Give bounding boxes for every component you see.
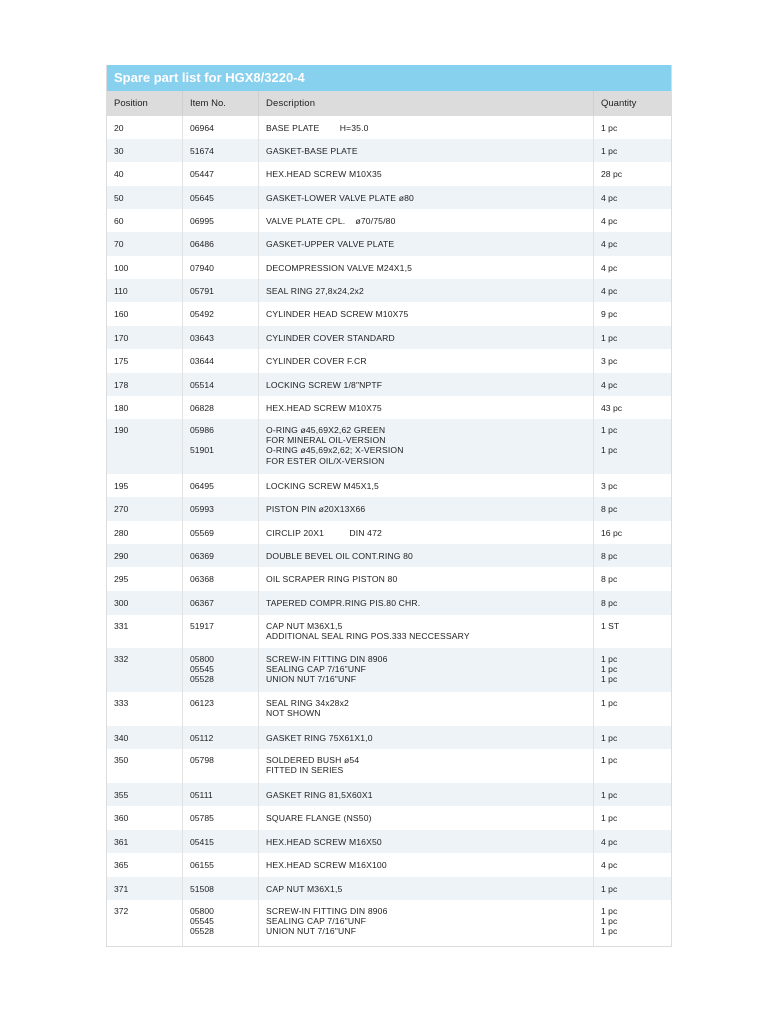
cell-quantity-line: 1 pc bbox=[601, 813, 618, 823]
cell-position: 195 bbox=[114, 481, 129, 491]
table-row bbox=[107, 256, 671, 279]
cell-quantity-line: 4 pc bbox=[601, 380, 618, 390]
cell-quantity bbox=[593, 279, 669, 302]
cell-description bbox=[258, 256, 593, 279]
cell-description bbox=[258, 186, 593, 209]
cell-description-line: CAP NUT M36X1,5 bbox=[266, 621, 343, 631]
cell-item-no bbox=[182, 544, 258, 567]
table-row bbox=[107, 349, 671, 373]
cell-quantity-line: 1 pc bbox=[601, 790, 618, 800]
cell-quantity bbox=[593, 373, 669, 396]
table-row bbox=[107, 186, 671, 209]
cell-description-line: SCREW-IN FITTING DIN 8906 bbox=[266, 906, 388, 916]
cell-item-no-line: 51901 bbox=[190, 445, 214, 456]
cell-description bbox=[258, 302, 593, 326]
cell-description-line: SQUARE FLANGE (NS50) bbox=[266, 813, 372, 823]
cell-item-no-line bbox=[190, 435, 258, 445]
cell-item-no-line: 05112 bbox=[190, 733, 214, 743]
cell-quantity-line: 4 pc bbox=[601, 837, 618, 847]
cell-item-no-line: 06486 bbox=[190, 239, 214, 249]
cell-item-no-line: 05111 bbox=[190, 790, 213, 800]
cell-quantity-line: 1 ST bbox=[601, 621, 620, 631]
cell-item-no-line: 03643 bbox=[190, 333, 214, 343]
cell-description-line: HEX.HEAD SCREW M16X50 bbox=[266, 837, 382, 847]
cell-description-line: HEX.HEAD SCREW M10X35 bbox=[266, 169, 382, 179]
cell-quantity bbox=[593, 256, 669, 279]
cell-position: 40 bbox=[114, 169, 124, 179]
table-row bbox=[107, 326, 671, 349]
table-row bbox=[107, 302, 671, 326]
cell-item-no bbox=[182, 396, 258, 419]
header-quantity: Quantity bbox=[593, 91, 669, 116]
cell-description bbox=[258, 544, 593, 567]
cell-description-line: TAPERED COMPR.RING PIS.80 CHR. bbox=[266, 598, 421, 608]
cell-quantity-line: 1 pc bbox=[601, 698, 618, 708]
cell-item-no-line: 05993 bbox=[190, 504, 214, 514]
table-row bbox=[107, 279, 671, 302]
cell-item-no bbox=[182, 591, 258, 615]
cell-quantity-line: 8 pc bbox=[601, 504, 618, 514]
cell-description bbox=[258, 396, 593, 419]
cell-description-line: OIL SCRAPER RING PISTON 80 bbox=[266, 574, 398, 584]
table-row bbox=[107, 521, 671, 544]
cell-description bbox=[258, 830, 593, 853]
cell-item-no-line: 51674 bbox=[190, 146, 214, 156]
cell-position: 178 bbox=[114, 380, 129, 390]
cell-item-no-line: 06155 bbox=[190, 860, 214, 870]
cell-description-line: UNION NUT 7/16"UNF bbox=[266, 674, 357, 685]
cell-description-line: ADDITIONAL SEAL RING POS.333 NECCESSARY bbox=[266, 631, 470, 642]
cell-quantity bbox=[593, 162, 669, 186]
table-row bbox=[107, 139, 671, 162]
cell-position: 360 bbox=[114, 813, 129, 823]
cell-item-no-line: 06367 bbox=[190, 598, 214, 608]
cell-item-no-line: 03644 bbox=[190, 356, 214, 366]
cell-quantity bbox=[593, 396, 669, 419]
spare-part-table bbox=[106, 65, 672, 947]
cell-quantity-line: 1 pc bbox=[601, 425, 618, 435]
cell-description-line: O-RING ø45,69x2,62; X-VERSION bbox=[266, 445, 404, 456]
cell-item-no bbox=[182, 162, 258, 186]
cell-position: 300 bbox=[114, 598, 129, 608]
cell-item-no-line: 05415 bbox=[190, 837, 214, 847]
cell-item-no-line: 06369 bbox=[190, 551, 214, 561]
cell-description-line: GASKET RING 75X61X1,0 bbox=[266, 733, 373, 743]
cell-description bbox=[258, 567, 593, 591]
cell-quantity-line: 4 pc bbox=[601, 263, 618, 273]
cell-description-line: BASE PLATE H=35.0 bbox=[266, 123, 369, 133]
cell-description-line: CYLINDER COVER F.CR bbox=[266, 356, 367, 366]
cell-item-no-line: 05492 bbox=[190, 309, 214, 319]
header-description: Description bbox=[258, 91, 593, 116]
cell-description bbox=[258, 749, 593, 783]
cell-item-no-line: 06368 bbox=[190, 574, 214, 584]
cell-quantity-line: 3 pc bbox=[601, 356, 618, 366]
cell-description-line: GASKET RING 81,5X60X1 bbox=[266, 790, 373, 800]
cell-quantity-line: 1 pc bbox=[601, 926, 618, 937]
cell-quantity bbox=[593, 419, 669, 474]
cell-item-no bbox=[182, 648, 258, 692]
cell-item-no bbox=[182, 783, 258, 806]
cell-position: 190 bbox=[114, 425, 129, 435]
cell-description bbox=[258, 373, 593, 396]
cell-quantity bbox=[593, 474, 669, 497]
cell-description-line: SEAL RING 27,8x24,2x2 bbox=[266, 286, 364, 296]
cell-item-no bbox=[182, 326, 258, 349]
table-row bbox=[107, 209, 671, 232]
cell-quantity bbox=[593, 726, 669, 749]
cell-item-no bbox=[182, 806, 258, 830]
cell-position: 100 bbox=[114, 263, 129, 273]
cell-quantity-line: 8 pc bbox=[601, 598, 618, 608]
cell-item-no-line: 05645 bbox=[190, 193, 214, 203]
cell-position: 160 bbox=[114, 309, 129, 319]
table-header-row bbox=[107, 91, 671, 116]
table-row bbox=[107, 877, 671, 900]
table-row bbox=[107, 853, 671, 877]
cell-description-line: CYLINDER COVER STANDARD bbox=[266, 333, 395, 343]
cell-description bbox=[258, 648, 593, 692]
cell-description-line: DECOMPRESSION VALVE M24X1,5 bbox=[266, 263, 413, 273]
cell-description-line: CYLINDER HEAD SCREW M10X75 bbox=[266, 309, 409, 319]
cell-quantity-line: 1 pc bbox=[601, 906, 618, 916]
cell-description bbox=[258, 726, 593, 749]
table-title: Spare part list for HGX8/3220-4 bbox=[107, 65, 671, 91]
cell-position: 350 bbox=[114, 755, 129, 765]
cell-description-line: CAP NUT M36X1,5 bbox=[266, 884, 343, 894]
cell-position: 340 bbox=[114, 733, 129, 743]
cell-description-line: VALVE PLATE CPL. ø70/75/80 bbox=[266, 216, 396, 226]
cell-description-line: SEAL RING 34x28x2 bbox=[266, 698, 349, 708]
cell-description-line: DOUBLE BEVEL OIL CONT.RING 80 bbox=[266, 551, 413, 561]
cell-item-no-line: 06995 bbox=[190, 216, 214, 226]
cell-quantity bbox=[593, 648, 669, 692]
cell-description-line: SOLDERED BUSH ø54 bbox=[266, 755, 360, 765]
cell-item-no-line: 05545 bbox=[190, 664, 214, 675]
cell-description bbox=[258, 209, 593, 232]
cell-position: 361 bbox=[114, 837, 129, 847]
cell-position: 20 bbox=[114, 123, 124, 133]
cell-quantity bbox=[593, 591, 669, 615]
cell-description-line: SEALING CAP 7/16"UNF bbox=[266, 916, 366, 927]
cell-description bbox=[258, 326, 593, 349]
cell-item-no-line: 51508 bbox=[190, 884, 214, 894]
cell-item-no bbox=[182, 567, 258, 591]
table-row bbox=[107, 783, 671, 806]
cell-item-no-line: 05986 bbox=[190, 425, 214, 435]
cell-description bbox=[258, 783, 593, 806]
cell-description-line: FOR MINERAL OIL-VERSION bbox=[266, 435, 386, 446]
cell-quantity bbox=[593, 900, 669, 946]
cell-item-no-line: 06495 bbox=[190, 481, 214, 491]
table-row bbox=[107, 474, 671, 497]
cell-quantity-line: 9 pc bbox=[601, 309, 618, 319]
cell-item-no-line: 05791 bbox=[190, 286, 214, 296]
cell-description-line: LOCKING SCREW 1/8"NPTF bbox=[266, 380, 383, 390]
cell-quantity bbox=[593, 692, 669, 726]
cell-quantity bbox=[593, 567, 669, 591]
cell-position: 371 bbox=[114, 884, 129, 894]
cell-description-line: FOR ESTER OIL/X-VERSION bbox=[266, 455, 385, 466]
table-row bbox=[107, 806, 671, 830]
cell-quantity bbox=[593, 209, 669, 232]
cell-description bbox=[258, 497, 593, 521]
cell-description bbox=[258, 521, 593, 544]
cell-quantity-line: 3 pc bbox=[601, 481, 618, 491]
cell-item-no bbox=[182, 209, 258, 232]
cell-position: 331 bbox=[114, 621, 129, 631]
cell-quantity-line: 1 pc bbox=[601, 333, 618, 343]
cell-description-line: FITTED IN SERIES bbox=[266, 765, 344, 776]
cell-item-no-line: 05569 bbox=[190, 528, 214, 538]
table-row bbox=[107, 497, 671, 521]
cell-description-line: GASKET-BASE PLATE bbox=[266, 146, 358, 156]
cell-quantity-line: 1 pc bbox=[601, 654, 618, 664]
table-row bbox=[107, 692, 671, 726]
cell-item-no bbox=[182, 615, 258, 648]
cell-quantity bbox=[593, 544, 669, 567]
cell-item-no bbox=[182, 419, 258, 474]
cell-quantity-line: 1 pc bbox=[601, 146, 618, 156]
cell-item-no bbox=[182, 521, 258, 544]
cell-quantity bbox=[593, 615, 669, 648]
cell-item-no-line: 05798 bbox=[190, 755, 214, 765]
cell-item-no bbox=[182, 877, 258, 900]
cell-description-line: GASKET-LOWER VALVE PLATE ø80 bbox=[266, 193, 414, 203]
cell-item-no-line: 05800 bbox=[190, 906, 214, 916]
cell-quantity bbox=[593, 302, 669, 326]
cell-description-line: CIRCLIP 20X1 DIN 472 bbox=[266, 528, 382, 538]
cell-item-no-line: 51917 bbox=[190, 621, 214, 631]
cell-item-no bbox=[182, 830, 258, 853]
cell-description bbox=[258, 877, 593, 900]
cell-description bbox=[258, 615, 593, 648]
table-row bbox=[107, 419, 671, 474]
table-row bbox=[107, 591, 671, 615]
cell-quantity-line: 8 pc bbox=[601, 574, 618, 584]
cell-quantity bbox=[593, 521, 669, 544]
cell-item-no-line: 07940 bbox=[190, 263, 214, 273]
cell-quantity-line: 1 pc bbox=[601, 755, 618, 765]
cell-item-no bbox=[182, 232, 258, 256]
cell-position: 355 bbox=[114, 790, 129, 800]
cell-description bbox=[258, 853, 593, 877]
cell-description-line: HEX.HEAD SCREW M16X100 bbox=[266, 860, 387, 870]
cell-item-no bbox=[182, 900, 258, 946]
cell-quantity-line: 4 pc bbox=[601, 193, 618, 203]
cell-description bbox=[258, 139, 593, 162]
cell-item-no bbox=[182, 497, 258, 521]
cell-quantity-line: 1 pc bbox=[601, 445, 618, 456]
cell-quantity-line: 16 pc bbox=[601, 528, 623, 538]
cell-position: 50 bbox=[114, 193, 124, 203]
table-row bbox=[107, 232, 671, 256]
cell-quantity-line: 4 pc bbox=[601, 286, 618, 296]
cell-quantity-line: 1 pc bbox=[601, 123, 618, 133]
cell-item-no bbox=[182, 373, 258, 396]
cell-position: 180 bbox=[114, 403, 129, 413]
cell-item-no bbox=[182, 749, 258, 783]
cell-quantity-line: 4 pc bbox=[601, 216, 618, 226]
cell-quantity-line: 1 pc bbox=[601, 733, 618, 743]
cell-position: 270 bbox=[114, 504, 129, 514]
table-row bbox=[107, 830, 671, 853]
cell-item-no-line: 05800 bbox=[190, 654, 214, 664]
cell-position: 295 bbox=[114, 574, 129, 584]
cell-item-no bbox=[182, 726, 258, 749]
cell-position: 170 bbox=[114, 333, 129, 343]
cell-position: 70 bbox=[114, 239, 124, 249]
table-row bbox=[107, 162, 671, 186]
table-row bbox=[107, 567, 671, 591]
cell-description bbox=[258, 692, 593, 726]
cell-quantity bbox=[593, 877, 669, 900]
cell-quantity bbox=[593, 497, 669, 521]
cell-description-line: O-RING ø45,69X2,62 GREEN bbox=[266, 425, 386, 435]
cell-description bbox=[258, 116, 593, 139]
cell-item-no bbox=[182, 349, 258, 373]
cell-description bbox=[258, 279, 593, 302]
cell-quantity bbox=[593, 139, 669, 162]
table-row bbox=[107, 726, 671, 749]
table-row bbox=[107, 116, 671, 139]
cell-item-no bbox=[182, 116, 258, 139]
table-row bbox=[107, 900, 671, 946]
table-row bbox=[107, 648, 671, 692]
cell-item-no-line: 05528 bbox=[190, 926, 214, 937]
cell-quantity bbox=[593, 806, 669, 830]
cell-description-line: NOT SHOWN bbox=[266, 708, 321, 719]
cell-quantity bbox=[593, 326, 669, 349]
cell-description bbox=[258, 232, 593, 256]
cell-item-no bbox=[182, 474, 258, 497]
cell-description bbox=[258, 162, 593, 186]
cell-position: 333 bbox=[114, 698, 129, 708]
cell-item-no-line: 05528 bbox=[190, 674, 214, 685]
cell-quantity bbox=[593, 349, 669, 373]
cell-quantity-line: 28 pc bbox=[601, 169, 623, 179]
table-body bbox=[107, 116, 671, 946]
cell-description bbox=[258, 419, 593, 474]
cell-description-line: SCREW-IN FITTING DIN 8906 bbox=[266, 654, 388, 664]
cell-item-no bbox=[182, 692, 258, 726]
table-row bbox=[107, 615, 671, 648]
cell-position: 110 bbox=[114, 286, 128, 296]
cell-quantity-line: 43 pc bbox=[601, 403, 623, 413]
cell-quantity-line: 1 pc bbox=[601, 664, 618, 675]
cell-item-no-line: 06964 bbox=[190, 123, 214, 133]
table-row bbox=[107, 544, 671, 567]
cell-quantity-line bbox=[601, 435, 669, 445]
cell-item-no bbox=[182, 256, 258, 279]
cell-quantity bbox=[593, 116, 669, 139]
cell-quantity-line: 1 pc bbox=[601, 674, 618, 685]
cell-position: 365 bbox=[114, 860, 129, 870]
cell-quantity-line: 8 pc bbox=[601, 551, 618, 561]
cell-description bbox=[258, 900, 593, 946]
cell-position: 175 bbox=[114, 356, 129, 366]
cell-quantity bbox=[593, 830, 669, 853]
cell-description bbox=[258, 474, 593, 497]
cell-description bbox=[258, 349, 593, 373]
table-row bbox=[107, 373, 671, 396]
cell-item-no bbox=[182, 853, 258, 877]
cell-item-no-line: 06828 bbox=[190, 403, 214, 413]
cell-description-line: UNION NUT 7/16"UNF bbox=[266, 926, 357, 937]
cell-position: 60 bbox=[114, 216, 124, 226]
cell-item-no bbox=[182, 302, 258, 326]
cell-position: 280 bbox=[114, 528, 129, 538]
cell-quantity-line: 1 pc bbox=[601, 884, 618, 894]
cell-description-line: GASKET-UPPER VALVE PLATE bbox=[266, 239, 395, 249]
cell-quantity bbox=[593, 749, 669, 783]
cell-item-no bbox=[182, 186, 258, 209]
table-row bbox=[107, 749, 671, 783]
cell-position: 332 bbox=[114, 654, 129, 664]
header-item-no: Item No. bbox=[182, 91, 258, 116]
cell-quantity-line: 4 pc bbox=[601, 860, 618, 870]
cell-item-no-line: 05447 bbox=[190, 169, 214, 179]
cell-item-no-line: 05514 bbox=[190, 380, 214, 390]
cell-quantity bbox=[593, 783, 669, 806]
cell-item-no-line: 05545 bbox=[190, 916, 214, 927]
header-position: Position bbox=[114, 98, 148, 109]
cell-quantity-line: 1 pc bbox=[601, 916, 618, 927]
cell-description-line: HEX.HEAD SCREW M10X75 bbox=[266, 403, 382, 413]
cell-position: 372 bbox=[114, 906, 129, 916]
cell-quantity bbox=[593, 232, 669, 256]
cell-description bbox=[258, 591, 593, 615]
cell-description-line: LOCKING SCREW M45X1,5 bbox=[266, 481, 379, 491]
cell-quantity bbox=[593, 186, 669, 209]
cell-position: 30 bbox=[114, 146, 124, 156]
cell-position: 290 bbox=[114, 551, 129, 561]
table-row bbox=[107, 396, 671, 419]
cell-item-no-line: 06123 bbox=[190, 698, 214, 708]
cell-quantity bbox=[593, 853, 669, 877]
cell-description-line: PISTON PIN ø20X13X66 bbox=[266, 504, 366, 514]
cell-quantity-line: 4 pc bbox=[601, 239, 618, 249]
cell-description-line: SEALING CAP 7/16"UNF bbox=[266, 664, 366, 675]
cell-item-no-line: 05785 bbox=[190, 813, 214, 823]
cell-item-no bbox=[182, 139, 258, 162]
cell-item-no bbox=[182, 279, 258, 302]
cell-description bbox=[258, 806, 593, 830]
